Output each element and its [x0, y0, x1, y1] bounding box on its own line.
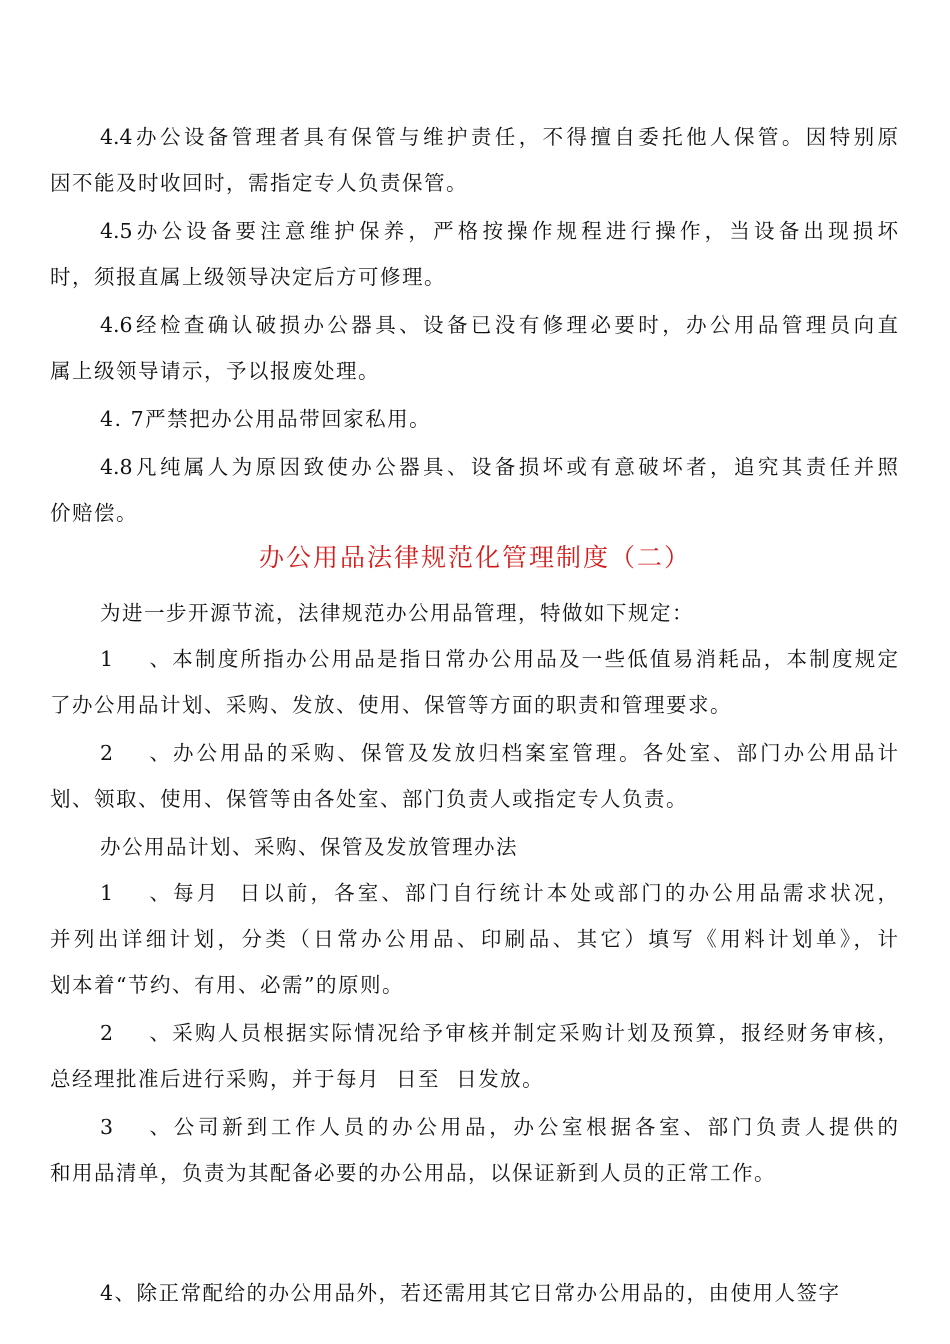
para-4-5-line2: 时，须报直属上级领导决定后方可修理。	[50, 265, 446, 289]
rule-1-number: 1、	[100, 647, 170, 671]
method-2-text: 采购人员根据实际情况给予审核并制定采购计划及预算，报经财务审核，	[170, 1021, 898, 1045]
para-4-6-line2: 属上级领导请示，予以报废处理。	[50, 359, 380, 383]
method-1-line3: 划本着“节约、有用、必需”的原则。	[50, 973, 404, 997]
rule-2-line2: 划、领取、使用、保管等由各处室、部门负责人或指定专人负责。	[50, 787, 688, 811]
method-3-text: 公司新到工作人员的办公用品，办公室根据各室、部门负责人提供的	[170, 1115, 898, 1139]
method-1-text: 每月 日以前，各室、部门自行统计本处或部门的办公用品需求状况，	[170, 881, 898, 905]
para-4-7: 4. 7严禁把办公用品带回家私用。	[100, 407, 432, 431]
method-2-number: 2、	[100, 1021, 170, 1045]
method-2-line2: 总经理批准后进行采购，并于每月 日至 日发放。	[50, 1067, 545, 1091]
rule-1-line1	[100, 642, 898, 672]
section-title: 办公用品法律规范化管理制度（二）	[258, 543, 691, 572]
subheading: 办公用品计划、采购、保管及发放管理办法	[100, 835, 518, 859]
para-4-8-line1: 4.8凡纯属人为原因致使办公器具、设备损坏或有意破坏者，追究其责任并照	[100, 455, 898, 479]
rule-1-text: 本制度所指办公用品是指日常办公用品及一些低值易消耗品，本制度规定	[170, 647, 898, 671]
rule-1-line2: 了办公用品计划、采购、发放、使用、保管等方面的职责和管理要求。	[50, 693, 732, 717]
method-1-line1	[100, 876, 898, 906]
para-4-8-line2: 价赔偿。	[50, 501, 138, 525]
method-3-line1	[100, 1110, 898, 1140]
method-3-number: 3、	[100, 1115, 170, 1139]
method-4-line1: 4、除正常配给的办公用品外，若还需用其它日常办公用品的，由使用人签字	[100, 1281, 841, 1305]
rule-2-line1	[100, 736, 898, 766]
para-4-6-line1: 4.6经检查确认破损办公器具、设备已没有修理必要时，办公用品管理员向直	[100, 313, 898, 337]
method-2-line1	[100, 1016, 898, 1046]
method-1-line2: 并列出详细计划，分类（日常办公用品、印刷品、其它）填写《用料计划单》，计	[50, 927, 898, 951]
rule-2-text: 办公用品的采购、保管及发放归档案室管理。各处室、部门办公用品计	[170, 741, 898, 765]
method-3-line2: 和用品清单，负责为其配备必要的办公用品，以保证新到人员的正常工作。	[50, 1161, 776, 1185]
para-4-4-line1: 4.4办公设备管理者具有保管与维护责任，不得擅自委托他人保管。因特别原	[100, 125, 898, 149]
rule-2-number: 2、	[100, 741, 170, 765]
para-4-4-line2: 因不能及时收回时，需指定专人负责保管。	[50, 171, 468, 195]
para-4-5-line1: 4.5办公设备要注意维护保养，严格按操作规程进行操作，当设备出现损坏	[100, 219, 898, 243]
intro-paragraph: 为进一步开源节流，法律规范办公用品管理，特做如下规定：	[100, 601, 694, 625]
method-1-number: 1、	[100, 881, 170, 905]
